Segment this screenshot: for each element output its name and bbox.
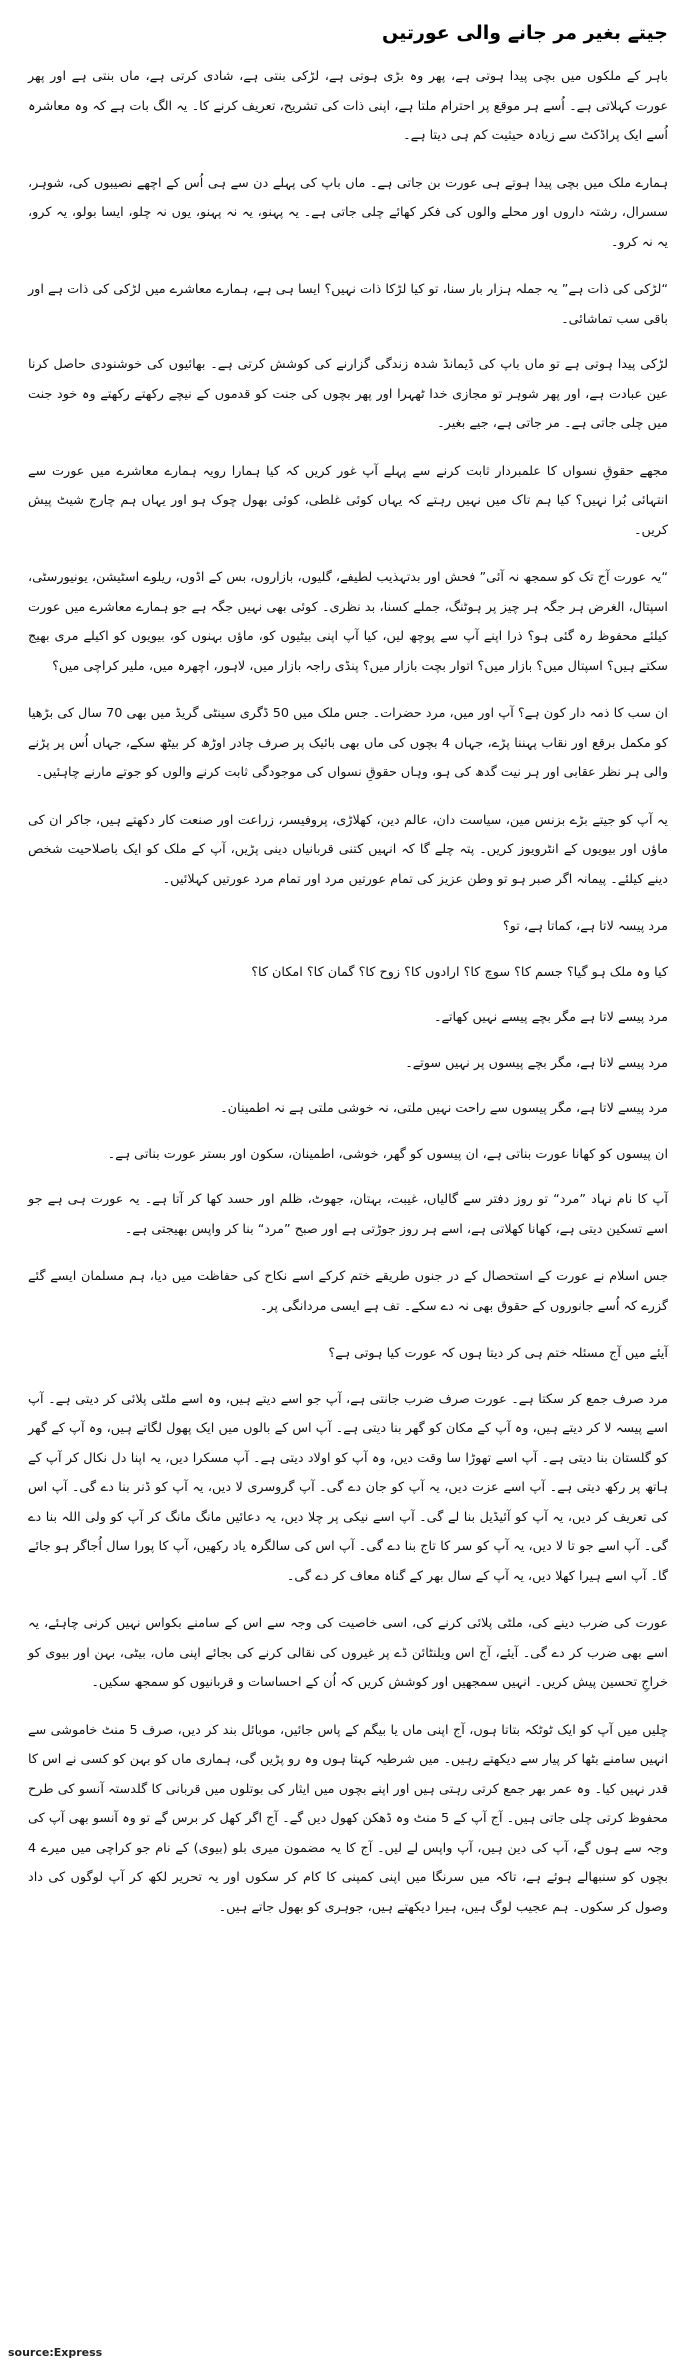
article-paragraph: مرد پیسے لاتا ہے مگر بچے پیسے نہیں کھاتے۔	[434, 1010, 668, 1025]
article-paragraph: لڑکی پیدا ہوتی ہے تو ماں باپ کی ڈیمانڈ شدہ زندگی گزارنے کی کوشش کرتی ہے۔ بھائیوں کی خوشنودی حاصل کرنا عین عبادت ہے، اور پھر شوہر تو مجازی خدا ٹھہرا اور پھر بچوں کی جنت کو قدموں کے نیچے رکھتے رکھتے وہ خود جنت میں چلی جاتی ہے۔ مر جاتی ہے، جیے بغیر۔	[28, 357, 668, 431]
article-paragraph: آیئے میں آج مسئلہ ختم ہی کر دیتا ہوں کہ عورت کیا ہوتی ہے؟	[328, 1346, 668, 1361]
article-paragraph: مرد پیسے لاتا ہے، مگر بچے پیسوں پر نہیں سوتے۔	[405, 1055, 668, 1071]
article-paragraph: ہمارے ملک میں بچی پیدا ہوتے ہی عورت بن جاتی ہے۔ ماں باپ کی پہلے دن سے ہی اُس کے اچھے نصیبوں کی، شوہر، سسرال، رشتہ داروں اور محلے والوں کی فکر کھائے چلی جاتی ہے۔ یہ پہنو، یہ نہ پہنو، یوں نہ چلو، ایسا بولو، یہ کرو، یہ نہ کرو۔	[28, 175, 668, 250]
article-paragraph: چلیں میں آپ کو ایک ٹوٹکہ بتاتا ہوں، آج اپنی ماں یا بیگم کے پاس جائیں، موبائل بند کر دیں، صرف 5 منٹ خاموشی سے انہیں سامنے بٹھا کر پیار سے دیکھتے رہیں۔ میں شرطیہ کہتا ہوں وہ رو پڑیں گی، ہماری ماں کو بہن کو کسی نے اس کا قدر نہیں کیا۔ وہ عمر بھر جمع کرتی رہتی ہیں اور اپنے بچوں میں ایثار کی بوتلوں میں قربانی کا گلدستہ آنسو کی طرح محفوظ کرتی چلی جاتی ہیں۔ آج آپ کے 5 منٹ وہ ڈھکن کھول دیں گے۔ آج اگر کھل کر برس گے تو وہ آنسو بھی آپ کی وجہ سے ہوں گے، آپ کی دین ہیں، آپ واپس لے لیں۔ آج کا یہ مضمون میری بلو (بیوی) کے نام جو کراچی میں میرے 4 بچوں کو سنبھالے ہوئے ہے، تاکہ میں سرنگا میں اپنی کمپنی کا کام کر سکوں اور یہ تحریر لکھ کر آپ لوگوں کی داد وصول کر سکوں۔ ہم عجیب لوگ ہیں، ہیرا دیکھتے ہیں، جوہری کو بھول جاتے ہیں۔	[28, 1722, 668, 1915]
article-paragraph: ان پیسوں کو کھانا عورت بناتی ہے، ان پیسوں کو گھر، خوشی، اطمینان، سکون اور بستر عورت بناتی ہے۔	[107, 1146, 668, 1162]
article-paragraph: آپ کا نام نہاد ”مرد“ تو روز دفتر سے گالیاں، غیبت، بہتان، جھوٹ، ظلم اور حسد کھا کر آتا ہے۔ یہ عورت ہی ہے جو اسے تسکین دیتی ہے، کھانا کھلاتی ہے، اسے ہر روز جوڑتی ہے اور صبح ”مرد“ بنا کر واپس بھیجتی ہے۔	[28, 1192, 668, 1237]
article-paragraph: یہ آپ کو جیتے بڑے بزنس مین، سیاست دان، عالم دین، کھلاڑی، پروفیسر، زراعت اور صنعت کار دکھتے ہیں، جاکر ان کی ماؤں اور بیویوں کے انٹرویوز کریں۔ پتہ چلے گا کہ انہیں کتنی قربانیاں دینی پڑیں، آپ کے ملک کو ایک باصلاحیت شخص دینے کیلئے۔ پیمانہ اگر صبر ہو تو وطن عزیز کی تمام عورتیں مرد اور تمام مرد عورتیں کہلائیں۔	[28, 812, 668, 887]
article-paragraph: باہر کے ملکوں میں بچی پیدا ہوتی ہے، پھر وہ بڑی ہوتی ہے، لڑکی بنتی ہے، شادی کرتی ہے، ماں بنتی ہے اور پھر عورت کہلاتی ہے۔ اُسے ہر موقع پر احترام ملتا ہے، اپنی ذات کی تشریح، تعریف کرنے کا۔ یہ الگ بات ہے کہ وہ معاشرہ اُسے ایک پراڈکٹ سے زیادہ حیثیت کم ہی دیتا ہے۔	[28, 69, 668, 143]
article-paragraph: “یہ عورت آج تک کو سمجھ نہ آئی” فحش اور بدتہذیب لطیفے، گلیوں، بازاروں، بس کے اڈوں، ریلوے اسٹیشن، یونیورسٹی، اسپتال، الغرض ہر جگہ ہر چیز پر ہوٹنگ، جملے کسنا، بد نظری۔ کوئی بھی نہیں جگہ ہے جو ہمارے معاشرے میں عورت کیلئے محفوظ رہ گئی ہو؟ ذرا اپنے آپ سے پوچھ لیں، کیا آپ اپنی بیٹیوں کو، ماؤں بہنوں کو، بیویوں کو اکیلے مری بھیج سکتے ہیں؟ اسپتال میں؟ بازار میں؟ اتوار بچت بازار میں؟ پنڈی راجہ بازار میں، لاہور، اچھرہ میں، ملیر کراچی میں؟	[28, 570, 668, 674]
source-credit: source:Express	[8, 2346, 103, 2359]
article-paragraph: مرد پیسے لاتا ہے، مگر پیسوں سے راحت نہیں ملتی، نہ خوشی ملتی ہے نہ اطمینان۔	[220, 1101, 668, 1116]
article-paragraph: ان سب کا ذمہ دار کون ہے؟ آپ اور میں، مرد حضرات۔ جس ملک میں 50 ڈگری سینٹی گریڈ میں بھی 70 سال کی بڑھیا کو مکمل برقع اور نقاب پہننا پڑے، جہاں 4 بچوں کی ماں بھی بائیک پر صرف چادر اوڑھ کر بیٹھ سکے، جہاں اُس پر پڑنے والی ہر نظر عقابی اور ہر نیت گدھ کی ہو، وہاں حقوقِ نسواں کی موجودگی ثابت کرنے والوں کو جوتے مارنے چاہئیں۔	[28, 706, 668, 780]
article-paragraph: “لڑکی کی ذات ہے” یہ جملہ ہزار بار سنا، تو کیا لڑکا ذات نہیں؟ ایسا ہی ہے، ہمارے معاشرے میں لڑکی کی ذات ہے اور باقی سب تماشائی۔	[28, 282, 668, 327]
article-paragraph: عورت کی ضرب دینے کی، ملٹی پلائی کرنے کی، اسی خاصیت کی وجہ سے اس کے سامنے بکواس نہیں کرنی چاہئے، یہ اسے بھی ضرب کر دے گی۔ آیئے، آج اس ویلنٹائن ڈے پر غیروں کی نقالی کرنے کی بجائے اپنی ماں، بیٹی، بہن اور بیوی کو خراجِ تحسین پیش کریں۔ انہیں سمجھیں اور کوشش کریں کہ اُن کے احساسات و قربانیوں کو سمجھ سکیں۔	[28, 1616, 668, 1690]
article-paragraph: مرد صرف جمع کر سکتا ہے۔ عورت صرف ضرب جانتی ہے، آپ جو اسے دیتے ہیں، وہ اسے ملٹی پلائی کر دیتی ہے۔ آپ اسے پیسہ لا کر دیتے ہیں، وہ آپ کے مکان کو گھر بنا دیتی ہے۔ آپ اس کے بالوں میں ایک پھول لگاتے ہیں، وہ آپ کے گھر کو گلستان بنا دیتی ہے۔ آپ اسے تھوڑا سا وقت دیں، وہ آپ کو اولاد دیتی ہے۔ آپ مسکرا دیں، یہ اپنا دل نکال کر آپ کے ہاتھ پر رکھ دیتی ہے۔ آپ اسے عزت دیں، یہ آپ کو جان دے گی۔ آپ گروسری لا دیں، یہ آپ کو ڈنر بنا دے گی۔ آپ اس کی تعریف کر دیں، یہ آپ کو آئیڈیل بنا لے گی۔ آپ اسے نیکی پر چلا دیں، یہ دعائیں مانگ مانگ کر آپ کو ولی اللہ بنا دے گی۔ آپ اسے جو تا لا دیں، یہ آپ کو سر کا تاج بنا دے گی۔ آپ اس کی سالگرہ یاد رکھیں، آپ کا پورا سال اُجاگر ہو جائے گا۔ آپ اسے ہیرا کھلا دیں، یہ آپ کے سال بھر کے گناہ معاف کر دے گی۔	[28, 1391, 668, 1584]
article-paragraph: جس اسلام نے عورت کے استحصال کے در جنوں طریقے ختم کرکے اسے نکاح کی حفاظت میں دیا، ہم مسلمان ایسے گئے گزرے کہ اُسے جانوروں کے حقوق بھی نہ دے سکے۔ تف ہے ایسی مردانگی پر۔	[28, 1269, 668, 1314]
article-paragraph: کیا وہ ملک ہو گیا؟ جسم کا؟ سوچ کا؟ ارادوں کا؟ زوح کا؟ گمان کا؟ امکان کا؟	[251, 964, 668, 980]
article-title: جیتے بغیر مر جانے والی عورتیں	[381, 22, 668, 44]
article-paragraph: مرد پیسہ لاتا ہے، کماتا ہے، تو؟	[502, 919, 668, 934]
article-paragraph: مجھے حقوقِ نسواں کا علمبردار ثابت کرنے سے پہلے آپ غور کریں کہ کیا ہمارا رویہ ہمارے معاشرے میں عورت سے انتہائی بُرا نہیں؟ کیا ہم تاک میں نہیں رہتے کہ یہاں کوئی غلطی، کوئی بھول چوک ہو اور یہاں ہم چارج شیٹ پیش کریں۔	[28, 463, 668, 538]
